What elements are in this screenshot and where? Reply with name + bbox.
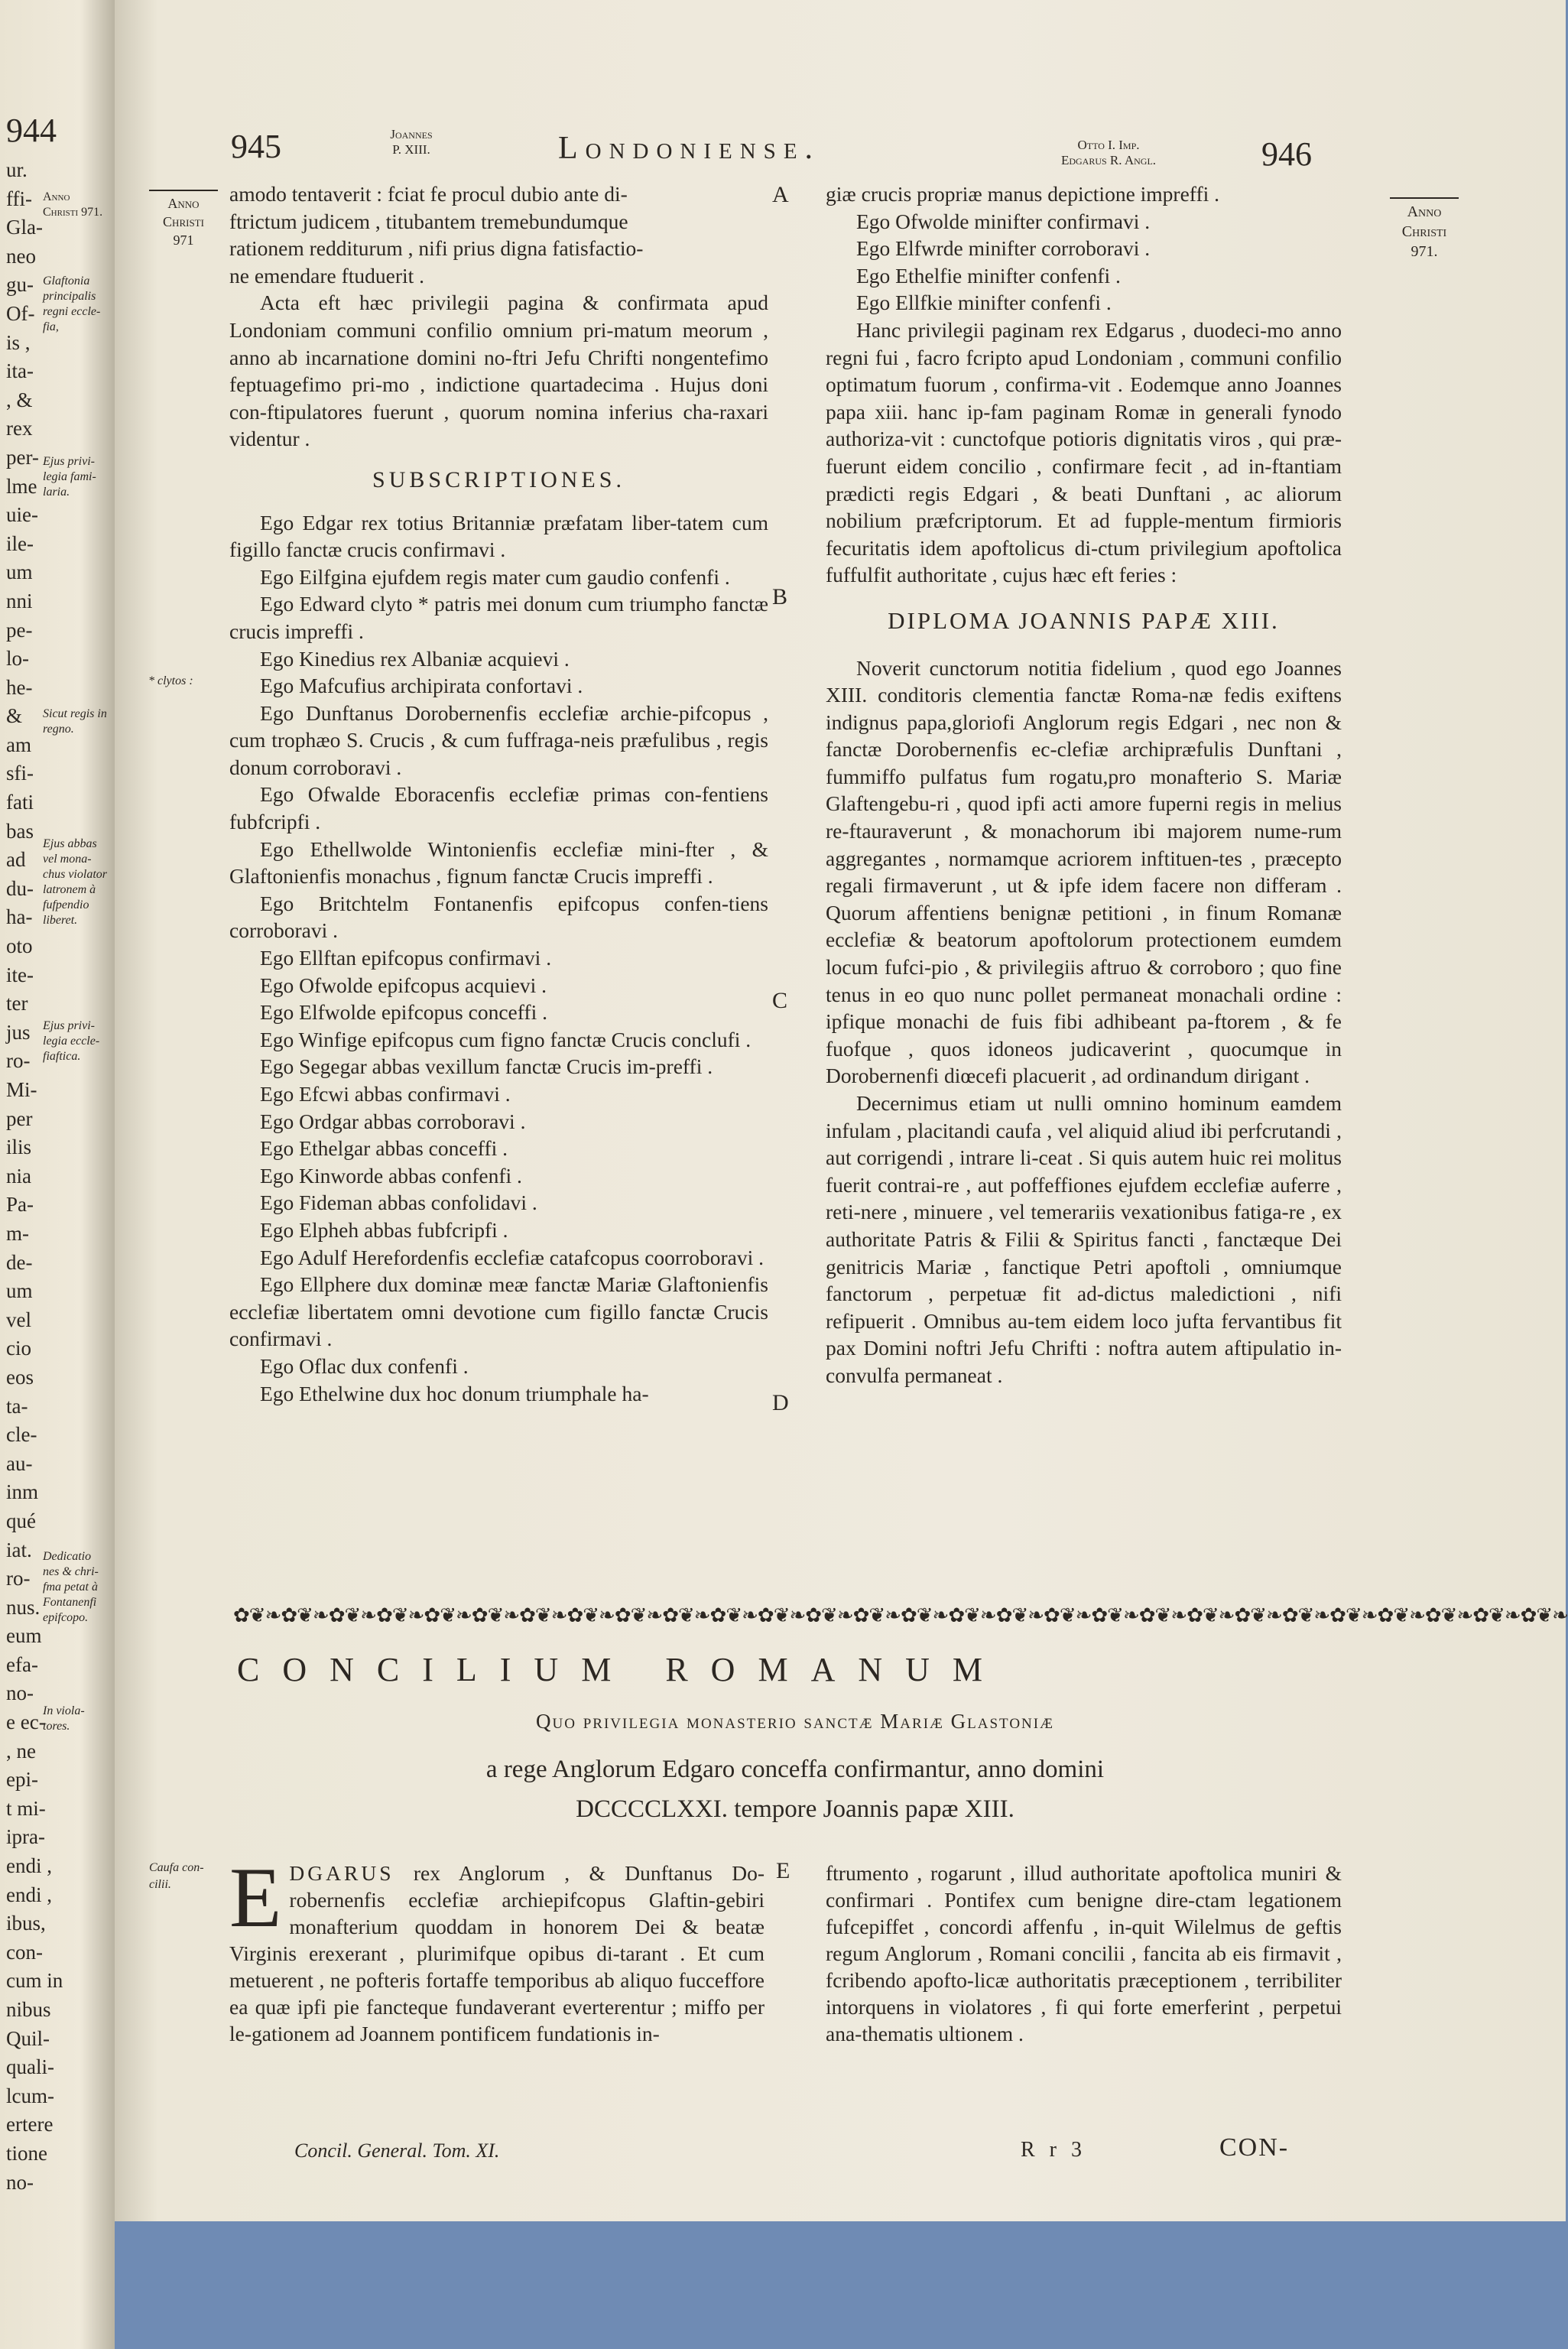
drop-cap: E bbox=[229, 1850, 282, 1945]
left-fragment-line: uie- bbox=[6, 503, 38, 527]
clytos-note: * clytos : bbox=[148, 674, 193, 687]
text-line: ne emendare ftuduerit . bbox=[229, 263, 425, 288]
left-fragment-line: con- bbox=[6, 1940, 43, 1964]
subscription-entry: Ego Ordgar abbas corroboravi . bbox=[260, 1109, 526, 1133]
left-fragment-line: de- bbox=[6, 1250, 33, 1274]
bottom-column-left bbox=[229, 1850, 765, 2047]
left-fragment-line: no- bbox=[6, 1681, 34, 1705]
left-fragment-line: ile- bbox=[6, 531, 34, 555]
text-line: Ego Ellfkie minifter confenfi . bbox=[856, 291, 1112, 315]
text-line: giæ crucis propriæ manus depictione impreffi . bbox=[826, 182, 1220, 206]
left-fragment-line: pe- bbox=[6, 618, 33, 642]
subscription-entry: Ego Segegar abbas vexillum fanctæ Crucis im-preffi . bbox=[260, 1054, 713, 1079]
left-fragment-line: lo- bbox=[6, 647, 29, 671]
left-fragment-line: ertere bbox=[6, 2113, 54, 2136]
noverit-paragraph: Noverit cunctorum notitia fidelium , quod ego Joannes XIII. conditoris clementia fanctæ Roma-næ fedis exiftens indignus papa,gloriofi Anglorum regis Edgari , nec non & fanctæ Dorobernenfis ec-clefiæ archipræfulis Dunftani , fummiffo pulfatus fum rogatu,pro monafterio S. Mariæ Glaftengebu-ri , quod ipfi acti amore fuperni regis in melius re-ftauraverunt , & monachorum ibi majorem nume-rum aggregantes , normamque acriorem inftituen-tes , præcepto regali firmaverunt , ut & ipfe idem facere non differam . Quorum affentiens benignæ petitioni , in finum Romanæ ecclefiæ & beatorum apoftolorum protectionem eumdem locum fufci-pio , & privilegiis aftruo & corroboro ; quo fine tenus in eo quo nunc pollet permaneat monachali ordine : ipfique monachi de fuis fibi adhibeant pa-ftorem , & fe fuofque , quos idoneos judicaverint , quocumque in Dorobernenfi diœcefi placuerit , ad ordinandum dirigant . bbox=[826, 655, 1342, 1088]
left-page-text bbox=[6, 112, 63, 2197]
text-line: Ego Elfwrde minifter corroboravi . bbox=[856, 236, 1151, 261]
left-fragment-line: e ec- bbox=[6, 1711, 46, 1734]
subscriptions-list bbox=[229, 509, 768, 1408]
left-page-number: 944 bbox=[6, 112, 57, 149]
left-fragment-line: Of- bbox=[6, 301, 35, 325]
subscription-entry: Ego Ethelwine dux hoc donum triumphale ha- bbox=[260, 1381, 649, 1405]
section-letter-e: E bbox=[776, 1858, 790, 1883]
left-fragment-line: am bbox=[6, 733, 31, 756]
subscription-entry: Ego Edward clyto * patris mei donum cum triumpho fanctæ crucis impreffi . bbox=[229, 592, 768, 643]
subscription-entry: Ego Kinedius rex Albaniæ acquievi . bbox=[260, 646, 570, 671]
left-fragment-line: rex bbox=[6, 417, 33, 440]
subscription-entry: Ego Adulf Herefordenfis ecclefiæ catafcopus coorroboravi . bbox=[260, 1245, 764, 1269]
left-fragment-line: ro- bbox=[6, 1567, 31, 1590]
section-letter-d: D bbox=[772, 1390, 789, 1415]
left-fragment-line: Pa- bbox=[6, 1193, 34, 1217]
left-fragment-line: ita- bbox=[6, 359, 34, 383]
running-title: Londoniense. bbox=[558, 131, 821, 166]
running-head-joannes: Joannes bbox=[390, 127, 433, 141]
subscription-entry: Ego Fideman abbas confolidavi . bbox=[260, 1191, 537, 1215]
left-fragment-line: lme bbox=[6, 474, 37, 498]
bottom-column-right bbox=[826, 1860, 1342, 2047]
text-line: Ego Ethelfie minifter confenfi . bbox=[856, 263, 1121, 288]
subscription-entry: Ego Dunftanus Dorobernenfis ecclefiæ archie-pifcopus , cum trophæo S. Crucis , & cum fuffraga-neis præfulibus , regis donum corroboravi . bbox=[229, 700, 768, 779]
concilium-title: CONCILIUM ROMANUM bbox=[237, 1651, 1006, 1688]
subscription-entry: Ego Ellftan epifcopus confirmavi . bbox=[260, 946, 552, 970]
left-fragment-line: jus bbox=[6, 1020, 31, 1044]
ornamental-border: ✿❦❧✿❦❧✿❦❧✿❦❧✿❦❧✿❦❧✿❦❧✿❦❧✿❦❧✿❦❧✿❦❧✿❦❧✿❦❧✿❦❧✿❦❧✿❦❧✿❦❧✿❦❧✿❦❧✿❦❧✿❦❧✿❦❧✿❦❧✿❦❧✿❦❧✿❦❧✿❦❧✿❦❧ bbox=[233, 1604, 1568, 1626]
page-number-945: 945 bbox=[231, 128, 281, 165]
column-left bbox=[229, 180, 768, 1407]
anno-christi-left bbox=[141, 190, 226, 249]
left-fragment-line: cio bbox=[6, 1337, 31, 1360]
left-note: Ejus privi-legia eccle-fiaftica. bbox=[43, 1019, 100, 1063]
left-fragment-line: um bbox=[6, 560, 33, 584]
left-fragment-line: cum in bbox=[6, 1969, 63, 1993]
left-note: Ejus privi-legia fami-laria. bbox=[43, 455, 96, 499]
left-note: Sicut regis in regno. bbox=[43, 707, 107, 736]
text-line: ftrictum judicem , titubantem tremebundumque bbox=[229, 209, 628, 233]
subscription-entry: Ego Ofwalde Eboracenfis ecclefiæ primas con-fentiens fubfcripfi . bbox=[229, 782, 768, 834]
subscription-entry: Ego Ofwolde epifcopus acquievi . bbox=[260, 973, 547, 997]
subscription-entry: Ego Mafcufius archipirata confortavi . bbox=[260, 674, 583, 698]
left-fragment-line: au- bbox=[6, 1451, 33, 1475]
section-letter-b: B bbox=[772, 584, 788, 609]
left-fragment-line: ro- bbox=[6, 1049, 31, 1073]
left-fragment-line: ilis bbox=[6, 1136, 32, 1159]
running-head-pope: P. XIII. bbox=[392, 142, 430, 157]
left-note: In viola-tores. bbox=[43, 1704, 85, 1733]
left-fragment-line: ite- bbox=[6, 963, 34, 986]
left-fragment-line: m- bbox=[6, 1221, 29, 1245]
background-bottom bbox=[115, 2221, 1566, 2349]
running-head-edgarus: Edgarus R. Angl. bbox=[1060, 153, 1157, 167]
left-fragment-line: iat. bbox=[6, 1538, 32, 1561]
left-fragment-line: he- bbox=[6, 675, 33, 699]
left-fragment-line: sfi- bbox=[6, 762, 34, 785]
left-fragment-line: nus. bbox=[6, 1595, 41, 1619]
bottom-left-text: rex Anglorum , & Dunftanus Do-robernenfis ecclefiæ archiepifcopus Glaftin-gebiri monafterium quoddam in honorem Dei & beatæ Virginis erexerant , plurimifque opibus di-tarant . Et cum metuerent , ne pofteris fortaffe temporibus ab aliquo fucceffore ea quæ ipfi pie fancteque fundaverant everterentur ; miffo per le-gationem ad Joannem pontificem fundationis in- bbox=[229, 1861, 765, 2045]
footer-reference: Concil. General. Tom. XI. bbox=[294, 2139, 500, 2162]
left-fragment-line: gu- bbox=[6, 273, 34, 297]
anno-label: Anno bbox=[1407, 203, 1442, 220]
left-fragment-line: endi , bbox=[6, 1883, 52, 1906]
left-fragment-line: nia bbox=[6, 1164, 31, 1187]
left-fragment-line: bas bbox=[6, 819, 34, 843]
left-fragment-line: ad bbox=[6, 848, 26, 872]
left-fragment-line: du- bbox=[6, 876, 34, 900]
subscription-entry: Ego Oflac dux confenfi . bbox=[260, 1353, 469, 1378]
left-fragment-line: endi , bbox=[6, 1854, 52, 1878]
first-word: DGARUS bbox=[289, 1861, 394, 1885]
causa-line: cilii. bbox=[149, 1878, 171, 1891]
left-fragment-line: tione bbox=[6, 2141, 47, 2165]
year-label: 971. bbox=[1411, 243, 1438, 260]
left-fragment-line: eum bbox=[6, 1624, 42, 1648]
left-note: Glaftonia principalis regni eccle-fia, bbox=[43, 275, 101, 333]
left-fragment-line: , ne bbox=[6, 1739, 36, 1763]
left-fragment-line: ur. bbox=[6, 158, 28, 181]
running-head-otto: Otto I. Imp. bbox=[1077, 138, 1140, 152]
signature-mark: R r 3 bbox=[1021, 2138, 1086, 2162]
text-line: rationem redditurum , nifi prius digna fatisfactio- bbox=[229, 236, 644, 261]
left-fragment-line: is , bbox=[6, 330, 31, 354]
diploma-heading: DIPLOMA JOANNIS PAPÆ XIII. bbox=[888, 606, 1280, 634]
left-fragment-line: ipra- bbox=[6, 1825, 45, 1849]
subscription-entry: Ego Edgar rex totius Britanniæ præfatam liber-tatem cum figillo fanctæ crucis confirmavi . bbox=[229, 510, 768, 562]
subscription-entry: Ego Eilfgina ejufdem regis mater cum gaudio confenfi . bbox=[260, 564, 730, 589]
left-fragment-line: ibus, bbox=[6, 1912, 46, 1935]
running-head-right bbox=[1017, 138, 1200, 168]
subscriptiones-heading: SUBSCRIPTIONES. bbox=[372, 466, 625, 492]
left-fragment-line: um bbox=[6, 1279, 33, 1303]
left-fragment-line: per- bbox=[6, 445, 39, 469]
causa-concilii-note bbox=[149, 1860, 233, 1893]
left-fragment-line: nibus bbox=[6, 1998, 51, 2021]
section-letter-c: C bbox=[772, 988, 788, 1013]
anno-christi-right bbox=[1375, 197, 1474, 262]
anno-label: Anno bbox=[167, 196, 200, 211]
left-fragment-line: oto bbox=[6, 934, 33, 958]
left-fragment-line: per bbox=[6, 1106, 33, 1130]
left-fragment-line: cle- bbox=[6, 1423, 37, 1447]
left-fragment-line: inm bbox=[6, 1480, 39, 1504]
subscription-entry: Ego Ethelgar abbas conceffi . bbox=[260, 1136, 508, 1161]
christi-label: Christi bbox=[1401, 223, 1447, 240]
subscription-entry: Ego Elpheh abbas fubfcripfi . bbox=[260, 1217, 508, 1242]
acta-paragraph: Acta eft hæc privilegii pagina & confirmata apud Londoniam communi confilio omnium pri-matum meorum , anno ab incarnatione domini no-ftri Jefu Chrifti nongentefimo feptuagefimo pri-mo , indictione quartadecima . Hujus doni con-ftipulatores fuerunt , quorum nomina inferius cha-raxari videntur . bbox=[229, 291, 768, 451]
subscription-entry: Ego Ethellwolde Wintonienfis ecclefiæ mini-fter , & Glaftonienfis monachus , fignum fanctæ Crucis impreffi . bbox=[229, 837, 768, 889]
margin-rule bbox=[1390, 197, 1459, 199]
left-fragment-line: efa- bbox=[6, 1652, 38, 1676]
year-label: 971 bbox=[173, 232, 194, 248]
margin-rule bbox=[149, 190, 218, 191]
left-fragment-line: & bbox=[6, 704, 23, 728]
left-fragment-line: nni bbox=[6, 589, 33, 612]
left-fragment-line: ta- bbox=[6, 1394, 28, 1418]
left-fragment-line: vel bbox=[6, 1308, 31, 1331]
left-fragment-line: fati bbox=[6, 791, 34, 814]
left-fragment-line: qué bbox=[6, 1509, 36, 1532]
left-fragment-line: neo bbox=[6, 244, 36, 268]
left-fragment-line: Quil- bbox=[6, 2026, 50, 2050]
decernimus-paragraph: Decernimus etiam ut nulli omnino hominum eamdem infulam , placitandi caufa , vel aliquid aliud ibi perfcrutandi , aut corrigendi , intrare li-ceat . Si quis autem huic rei molitus fuerit contrai-re , aut poffeffiones ejufdem ecclefiæ auferre , reti-nere , minuere , vel temerariis vexationibus fatiga-re , ex authoritate Patris & Filii & Spiritus fancti , fanctæque Dei genitricis Mariæ , fanctique Petri apoftoli , omniumque fanctorum , perpetuæ fit ad-dictus maledictioni , nifi refipuerit . Omnibus au-tem eidem loco jufta fervantibus fit pax Domini noftri Jefu Chrifti : noftra autem aftipulatio in-convulfa permaneat . bbox=[826, 1091, 1342, 1387]
concilium-subtitle-3: DCCCCLXXI. tempore Joannis papæ XIII. bbox=[576, 1795, 1014, 1823]
left-fragment-line: eos bbox=[6, 1365, 34, 1389]
text-line: Ego Ofwolde minifter confirmavi . bbox=[856, 209, 1151, 233]
left-fragment-line: , & bbox=[6, 388, 33, 411]
left-fragment-line: Gla- bbox=[6, 216, 43, 239]
left-fragment-line: quali- bbox=[6, 2055, 54, 2079]
subscription-entry: Ego Efcwi abbas confirmavi . bbox=[260, 1082, 511, 1106]
text-line: amodo tentaverit : fciat fe procul dubio ante di- bbox=[229, 182, 628, 206]
subscription-entry: Ego Britchtelm Fontanenfis epifcopus confen-tiens corroboravi . bbox=[229, 891, 768, 943]
left-note: Anno Christi 971. bbox=[43, 190, 103, 219]
left-note: Ejus abbas vel mona-chus violator latronem à fufpendio liberet. bbox=[43, 837, 107, 927]
left-fragment-line: t mi- bbox=[6, 1796, 46, 1820]
section-letter-a: A bbox=[772, 182, 789, 207]
hanc-paragraph: Hanc privilegii paginam rex Edgarus , duodeci-mo anno regni fui , facro fcripto apud Londoniam , communi confilio optimatum fuorum , confirma-vit . Eodemque anno Joannes papa xiii. hanc ip-fam paginam Romæ in generali fynodo authoriza-vit : cunctofque potioris dignitatis viros , qui præ-fuerunt eidem concilio , confirmare fecit , ad in-ftantiam prædicti regis Edgari , & beati Dunftani , ac aliorum nobilium præfcriptorum. Et ad fupple-mentum firmioris fecuritatis idem apoftolicus di-ctum privilegium apoftolica fuffulfit authoritate , cujus hæc eft feries : bbox=[826, 317, 1342, 587]
subscription-entry: Ego Ellphere dux dominæ meæ fanctæ Mariæ Glaftonienfis ecclefiæ libertatem omni devotione cum figillo fanctæ Crucis confirmavi . bbox=[229, 1272, 768, 1351]
subscription-entry: Ego Winfige epifcopus cum figno fanctæ Crucis conclufi . bbox=[260, 1027, 752, 1051]
catchword: CON- bbox=[1219, 2133, 1290, 2162]
left-fragment-line: ha- bbox=[6, 905, 33, 929]
running-head-left bbox=[365, 127, 457, 158]
subscription-entry: Ego Elfwolde epifcopus conceffi . bbox=[260, 1000, 547, 1025]
concilium-subtitle-2: a rege Anglorum Edgaro conceffa confirmantur, anno domini bbox=[485, 1756, 1105, 1783]
left-fragment-line: epi- bbox=[6, 1768, 38, 1792]
page-number-946: 946 bbox=[1261, 135, 1312, 173]
left-fragment-line: ter bbox=[6, 992, 28, 1015]
left-fragment-line: no- bbox=[6, 2170, 34, 2194]
concilium-subtitle-1: Quo privilegia monasterio sanctæ Mariæ Glastoniæ bbox=[536, 1710, 1054, 1733]
left-fragment-line: lcum- bbox=[6, 2084, 54, 2107]
column-right bbox=[826, 180, 1342, 1389]
bottom-right-text: ftrumento , rogarunt , illud authoritate apoftolica muniri & confirmari . Pontifex cum benigne dire-ctam legationem fufcepiffet , concordi affenfu , in-quit Wilelmus de geftis regum Anglorum , Romani concilii , fancita ab eis firmavit , fcribendo apofto-licæ authoritatis præceptionem , terribiliter intorquens in violatores , fi qui forte emerferint , perpetui ana-thematis ultionem . bbox=[826, 1861, 1342, 2045]
subscription-entry: Ego Kinworde abbas confenfi . bbox=[260, 1163, 522, 1187]
left-note: Dedicatio nes & chri-fma petat à Fontanenfi epifcopo. bbox=[43, 1550, 99, 1624]
causa-line: Caufa con- bbox=[149, 1861, 204, 1874]
left-fragment-line: ffi- bbox=[6, 187, 32, 210]
left-fragment-line: Mi- bbox=[6, 1078, 37, 1101]
christi-label: Christi bbox=[163, 214, 204, 229]
